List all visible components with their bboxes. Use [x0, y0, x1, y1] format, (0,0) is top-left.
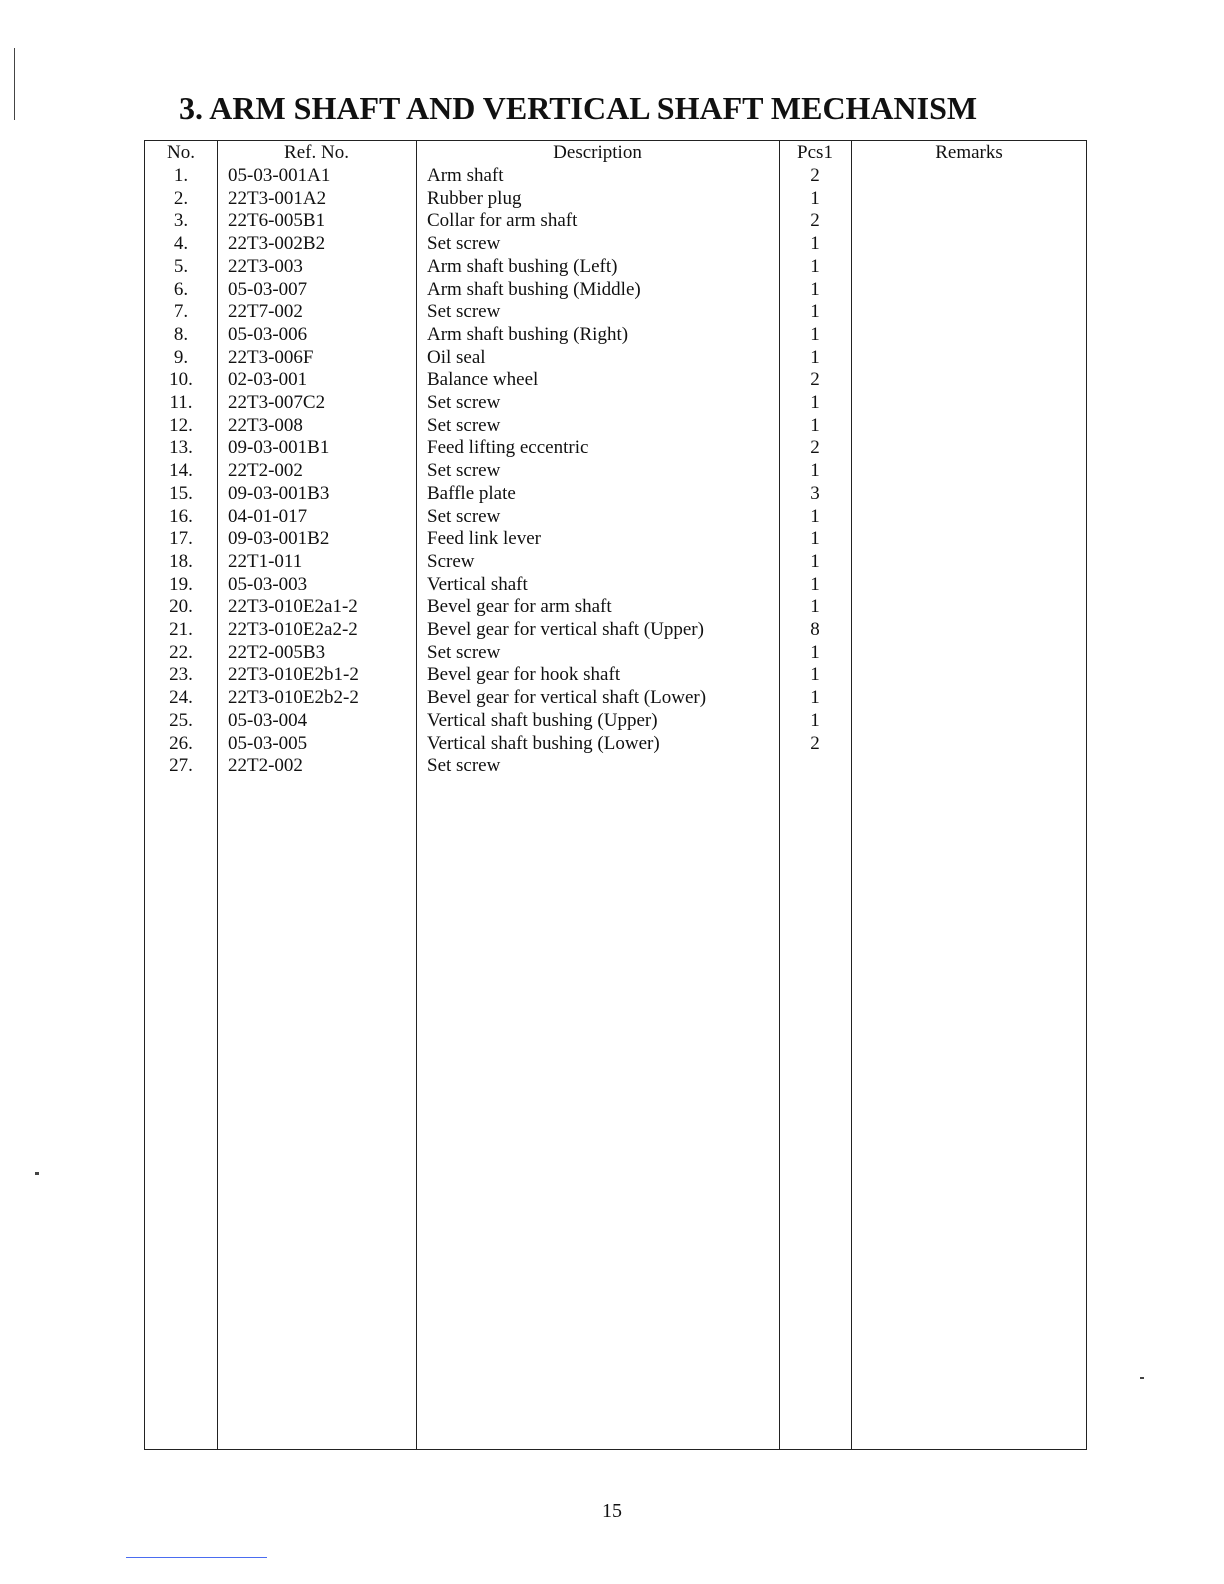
cell-pcs: 1 [810, 278, 820, 300]
table-row [145, 596, 1086, 619]
cell-ref: 22T3-010E2a1-2 [228, 596, 358, 618]
table-row [145, 506, 1086, 529]
cell-ref: 02-03-001 [228, 369, 308, 391]
page-title: 3. ARM SHAFT AND VERTICAL SHAFT MECHANISM [179, 90, 978, 126]
cell-pcs: 1 [810, 664, 820, 686]
cell-ref: 22T1-011 [228, 550, 303, 572]
header-remarks: Remarks [935, 142, 1003, 163]
table-row [145, 165, 1086, 188]
table-row [145, 619, 1086, 642]
cell-ref: 22T3-006F [228, 346, 314, 368]
cell-description: Arm shaft bushing (Left) [427, 255, 618, 277]
cell-ref: 05-03-007 [228, 278, 308, 300]
cell-ref: 05-03-001A1 [228, 165, 331, 186]
table-row [145, 664, 1086, 687]
header-ref: Ref. No. [284, 142, 349, 163]
cell-no: 3. [173, 210, 189, 232]
cell-pcs: 1 [810, 573, 820, 595]
table-row [145, 210, 1086, 233]
table-row [145, 483, 1086, 506]
cell-ref: 22T3-001A2 [228, 187, 327, 209]
table-row [145, 188, 1086, 211]
table-row [145, 460, 1086, 483]
cell-description: Rubber plug [427, 187, 522, 209]
cell-ref: 09-03-001B2 [228, 528, 330, 550]
cell-ref: 22T3-003 [228, 255, 303, 277]
cell-ref: 22T6-005B1 [228, 210, 326, 232]
cell-description: Set screw [427, 505, 501, 527]
cell-no: 16. [169, 505, 193, 527]
cell-ref: 22T3-010E2b1-2 [228, 664, 359, 686]
cell-no: 14. [169, 460, 193, 482]
cell-description: Screw [427, 550, 475, 572]
cell-description: Set screw [427, 392, 501, 413]
table-row [145, 301, 1086, 324]
cell-ref: 22T3-008 [228, 414, 303, 436]
cell-ref: 05-03-006 [228, 323, 308, 345]
cell-description: Arm shaft bushing (Middle) [427, 278, 641, 300]
cell-pcs: 1 [810, 528, 820, 550]
cell-pcs: 1 [810, 460, 820, 482]
cell-ref: 22T3-002B2 [228, 233, 326, 255]
cell-ref: 05-03-004 [228, 709, 308, 731]
cell-ref: 22T2-005B3 [228, 641, 326, 663]
cell-description: Set screw [427, 233, 501, 255]
cell-ref: 22T3-010E2a2-2 [228, 619, 358, 640]
cell-no: 24. [169, 687, 193, 709]
scan-artifact-mark [35, 1172, 39, 1175]
cell-description: Set screw [427, 460, 501, 482]
cell-no: 2. [173, 187, 189, 209]
cell-no: 1. [173, 165, 189, 186]
cell-pcs: 1 [810, 187, 820, 209]
cell-no: 23. [169, 664, 193, 686]
cell-pcs: 1 [810, 323, 820, 345]
cell-pcs: 3 [810, 482, 820, 504]
table-row [145, 256, 1086, 279]
cell-description: Bevel gear for vertical shaft (Upper) [427, 619, 704, 640]
cell-description: Set screw [427, 755, 501, 777]
scan-artifact-mark [14, 48, 15, 120]
cell-description: Vertical shaft bushing (Upper) [427, 709, 658, 731]
cell-no: 7. [173, 301, 189, 323]
cell-description: Feed lifting eccentric [427, 437, 589, 459]
cell-no: 10. [169, 369, 193, 391]
cell-ref: 22T3-007C2 [228, 392, 326, 413]
cell-pcs: 1 [810, 392, 820, 413]
cell-no: 21. [169, 619, 193, 640]
cell-description: Vertical shaft bushing (Lower) [427, 732, 660, 754]
cell-pcs: 2 [810, 732, 820, 754]
cell-pcs: 1 [810, 641, 820, 663]
cell-pcs: 8 [810, 619, 820, 640]
cell-pcs: 1 [810, 301, 820, 323]
cell-description: Balance wheel [427, 369, 539, 391]
parts-table [144, 140, 1087, 1450]
header-pcs: Pcs1 [797, 142, 833, 163]
table-row [145, 392, 1086, 415]
cell-pcs: 1 [810, 255, 820, 277]
cell-pcs: 1 [810, 505, 820, 527]
cell-pcs: 2 [810, 369, 820, 391]
cell-no: 4. [173, 233, 189, 255]
cell-description: Bevel gear for hook shaft [427, 664, 621, 686]
cell-description: Bevel gear for vertical shaft (Lower) [427, 687, 707, 709]
cell-ref: 05-03-003 [228, 573, 308, 595]
cell-pcs: 1 [810, 709, 820, 731]
cell-ref: 04-01-017 [228, 505, 308, 527]
cell-ref: 22T7-002 [228, 301, 303, 323]
cell-no: 19. [169, 573, 193, 595]
cell-no: 18. [169, 550, 193, 572]
scan-artifact-line [126, 1557, 267, 1558]
cell-pcs: 1 [810, 550, 820, 572]
cell-no: 9. [173, 346, 189, 368]
cell-description: Set screw [427, 414, 501, 436]
table-row [145, 642, 1086, 665]
table-row [145, 415, 1086, 438]
cell-ref: 22T2-002 [228, 460, 303, 482]
cell-pcs: 2 [810, 210, 820, 232]
cell-no: 12. [169, 414, 193, 436]
cell-description: Arm shaft [427, 165, 504, 186]
cell-no: 17. [169, 528, 193, 550]
table-row [145, 347, 1086, 370]
cell-description: Oil seal [427, 346, 486, 368]
cell-no: 27. [169, 755, 193, 777]
cell-ref: 09-03-001B3 [228, 482, 330, 504]
scan-artifact-mark [1140, 1377, 1144, 1379]
cell-pcs: 2 [810, 165, 820, 186]
cell-pcs: 1 [810, 414, 820, 436]
cell-no: 6. [173, 278, 189, 300]
cell-pcs: 2 [810, 437, 820, 459]
table-row [145, 551, 1086, 574]
cell-no: 13. [169, 437, 193, 459]
table-row [145, 324, 1086, 347]
table-row [145, 733, 1086, 756]
cell-pcs: 1 [810, 233, 820, 255]
table-row [145, 574, 1086, 597]
table-row [145, 369, 1086, 392]
cell-description: Vertical shaft [427, 573, 528, 595]
cell-no: 26. [169, 732, 193, 754]
table-row [145, 687, 1086, 710]
table-row [145, 755, 1086, 778]
header-description: Description [553, 142, 642, 163]
cell-no: 5. [173, 255, 189, 277]
cell-no: 22. [169, 641, 193, 663]
cell-ref: 09-03-001B1 [228, 437, 330, 459]
cell-description: Arm shaft bushing (Right) [427, 323, 629, 345]
cell-description: Set screw [427, 641, 501, 663]
table-row [145, 437, 1086, 460]
cell-no: 15. [169, 482, 193, 504]
cell-description: Set screw [427, 301, 501, 323]
table-row [145, 710, 1086, 733]
cell-no: 11. [169, 392, 193, 413]
cell-no: 25. [169, 709, 193, 731]
cell-ref: 22T3-010E2b2-2 [228, 687, 359, 709]
cell-description: Bevel gear for arm shaft [427, 596, 612, 618]
header-no: No. [167, 142, 195, 163]
cell-pcs: 1 [810, 596, 820, 618]
cell-description: Feed link lever [427, 528, 541, 550]
cell-no: 8. [173, 323, 189, 345]
cell-pcs: 1 [810, 346, 820, 368]
cell-description: Collar for arm shaft [427, 210, 578, 232]
page-number: 15 [602, 1500, 622, 1522]
table-row [145, 233, 1086, 256]
cell-no: 20. [169, 596, 193, 618]
cell-description: Baffle plate [427, 482, 516, 504]
table-row [145, 528, 1086, 551]
cell-ref: 22T2-002 [228, 755, 303, 777]
cell-pcs: 1 [810, 687, 820, 709]
cell-ref: 05-03-005 [228, 732, 308, 754]
table-row [145, 279, 1086, 302]
